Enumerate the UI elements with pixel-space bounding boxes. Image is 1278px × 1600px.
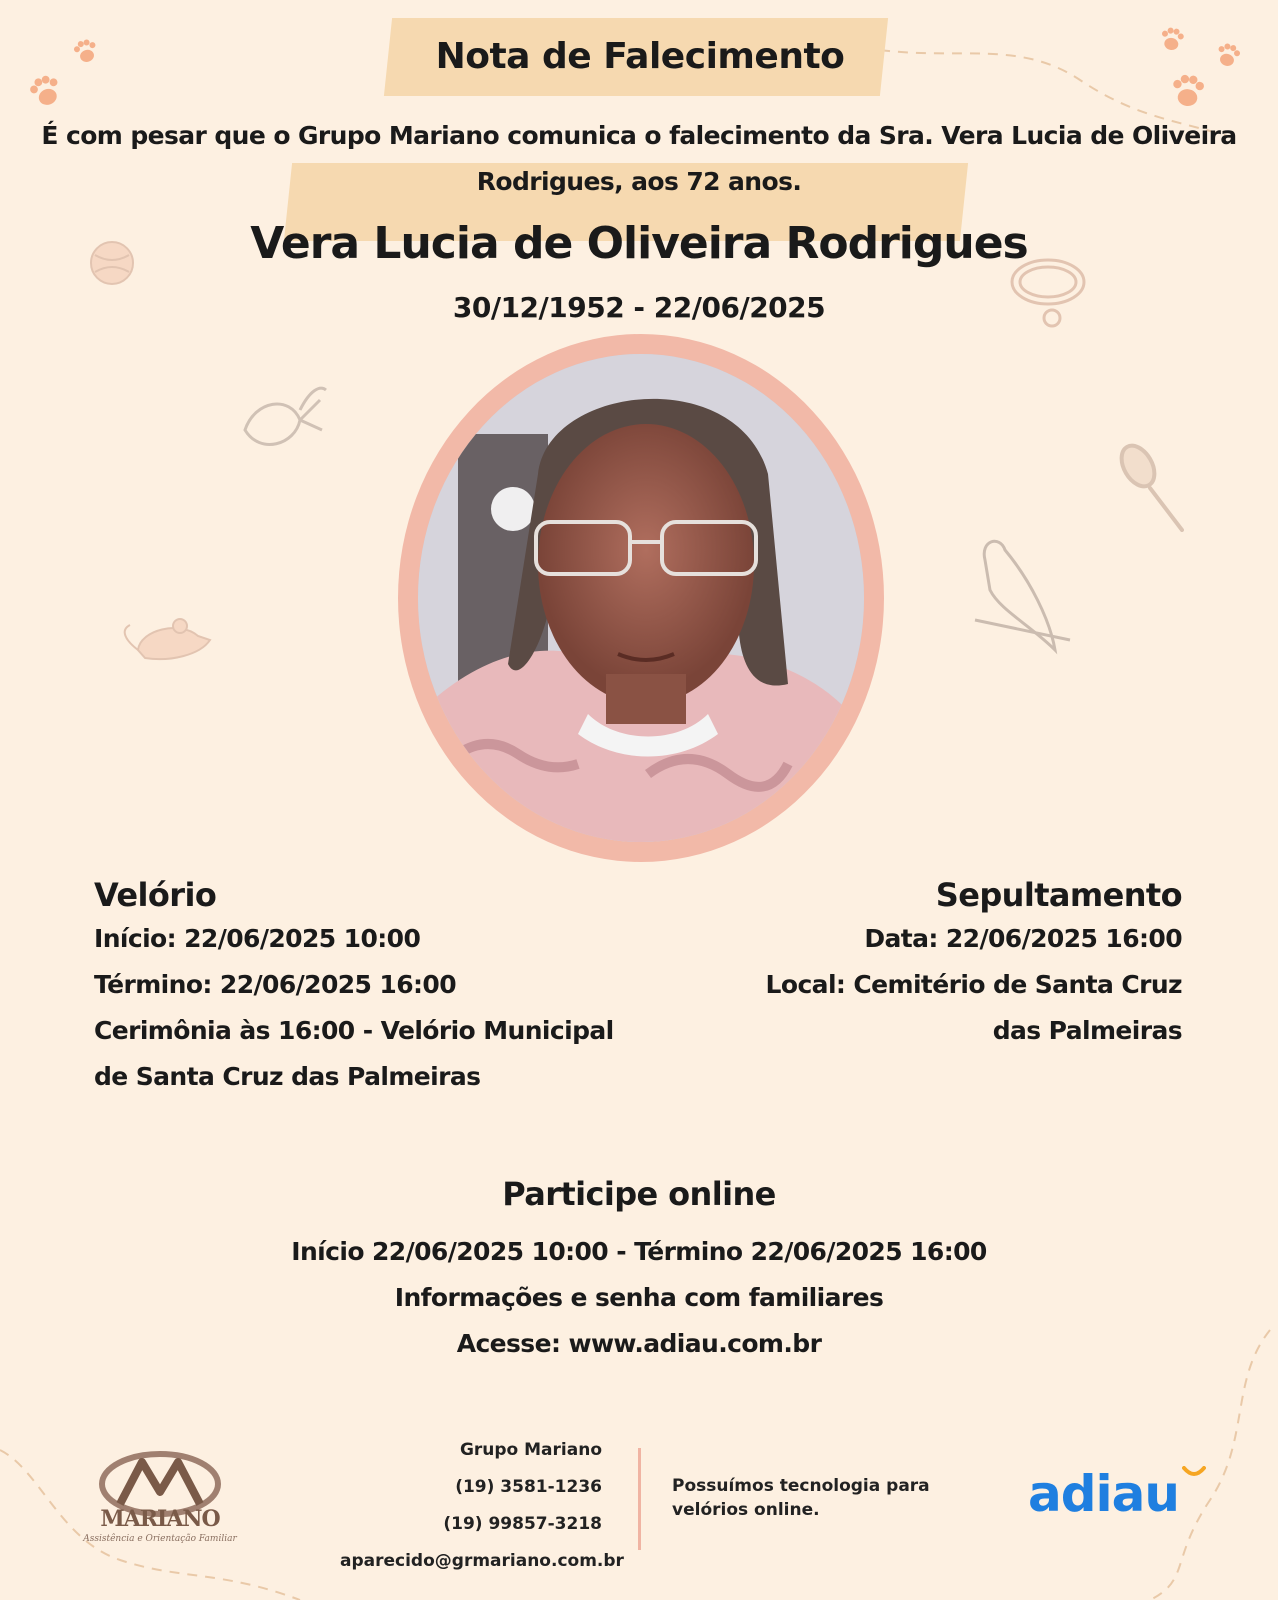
online-schedule: Início 22/06/2025 10:00 - Término 22/06/2025 16:00 — [291, 1237, 987, 1266]
adiau-logo-text: adiau — [1028, 1465, 1180, 1523]
collar-icon — [1012, 260, 1084, 326]
mariano-logo — [76, 1448, 244, 1548]
velorio-end: Término: 22/06/2025 16:00 — [94, 970, 457, 999]
portrait-frame — [398, 334, 884, 862]
adiau-accent-icon — [1182, 1466, 1206, 1478]
page-title: Nota de Falecimento — [435, 36, 845, 77]
mouse-icon — [125, 619, 210, 659]
bird-icon — [975, 541, 1070, 650]
deceased-name: Vera Lucia de Oliveira Rodrigues — [250, 218, 1028, 269]
footer-contacts — [340, 1432, 624, 1580]
life-dates: 30/12/1952 - 22/06/2025 — [452, 291, 826, 324]
mariano-logo-text: MARIANO — [100, 1506, 220, 1532]
sepultamento-heading: Sepultamento — [935, 876, 1182, 914]
sepultamento-place: Local: Cemitério de Santa Cruz das Palmeiras — [765, 970, 1182, 1045]
velorio-ceremony: Cerimônia às 16:00 - Velório Municipal de Santa Cruz das Palmeiras — [94, 1016, 614, 1091]
phone-2[interactable]: (19) 99857-3218 — [443, 1514, 602, 1534]
email-link[interactable]: aparecido@grmariano.com.br — [340, 1551, 624, 1571]
portrait-photo — [418, 354, 864, 842]
intro-text: É com pesar que o Grupo Mariano comunica o falecimento da Sra. Vera Lucia de Oliveira Rodrigues, aos 72 anos. — [41, 121, 1237, 196]
adiau-logo — [1028, 1464, 1208, 1524]
sepultamento-date: Data: 22/06/2025 16:00 — [864, 924, 1182, 953]
brush-icon — [1115, 440, 1182, 530]
velorio-heading: Velório — [94, 876, 217, 914]
online-access-link[interactable]: Acesse: www.adiau.com.br — [456, 1329, 822, 1358]
online-heading: Participe online — [502, 1175, 776, 1213]
phone-1[interactable]: (19) 3581-1236 — [455, 1477, 602, 1497]
company-name: Grupo Mariano — [459, 1440, 602, 1460]
sepultamento-section — [720, 876, 1182, 1054]
online-info: Informações e senha com familiares — [394, 1283, 884, 1312]
mariano-logo-subtitle: Assistência e Orientação Familiar — [83, 1534, 237, 1544]
ball-icon — [91, 242, 133, 284]
footer-divider — [638, 1448, 641, 1550]
online-section — [240, 1175, 1038, 1367]
velorio-section — [94, 876, 654, 1100]
fish-icon — [245, 388, 326, 444]
velorio-start: Início: 22/06/2025 10:00 — [94, 924, 421, 953]
tech-note: Possuímos tecnologia para velórios online. — [672, 1476, 930, 1520]
